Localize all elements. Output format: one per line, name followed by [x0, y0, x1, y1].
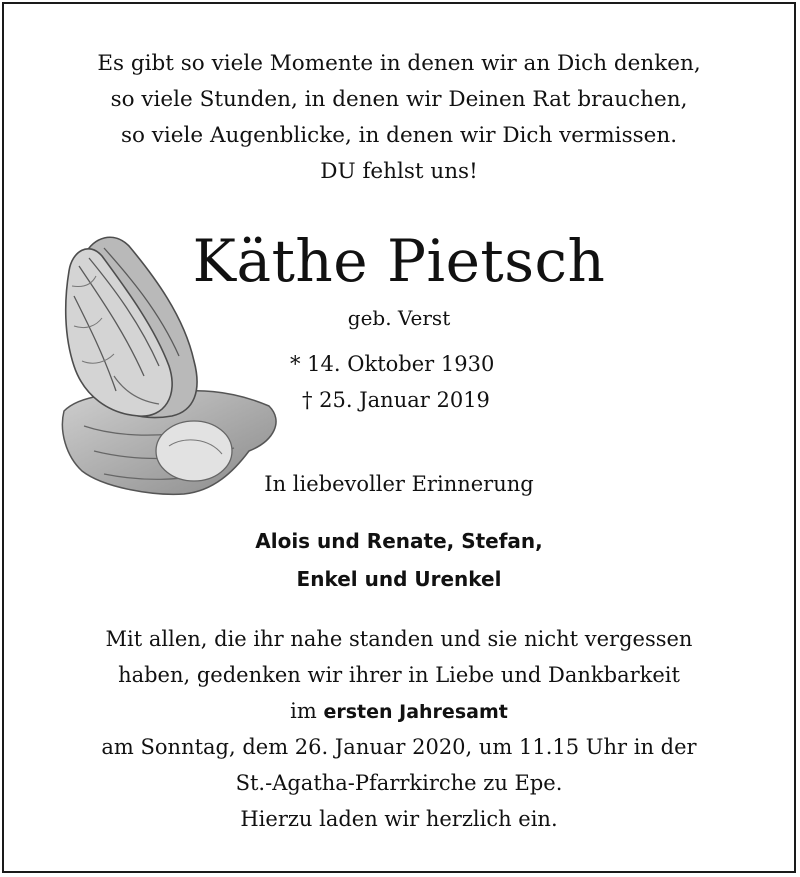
family-signature: [4, 522, 794, 598]
family-line: Enkel und Urenkel: [296, 567, 502, 591]
maiden-name: geb. Verst: [347, 306, 451, 330]
closing-line: haben, gedenken wir ihrer in Liebe und Dankbarkeit: [118, 663, 680, 687]
poem-line: DU fehlst uns!: [320, 159, 478, 184]
poem-line: Es gibt so viele Momente in denen wir an Dich denken,: [97, 51, 701, 76]
deceased-name: Käthe Pietsch: [192, 227, 606, 295]
death-date: † 25. Januar 2019: [302, 388, 490, 412]
poem-line: so viele Stunden, in denen wir Deinen Rat brauchen,: [110, 87, 688, 112]
birth-date: * 14. Oktober 1930: [290, 352, 495, 376]
life-dates: [290, 346, 494, 418]
memorial-mass-notice: [4, 621, 794, 837]
closing-line: St.-Agatha-Pfarrkirche zu Epe.: [235, 771, 563, 795]
memory-line: In liebevoller Erinnerung: [264, 472, 534, 496]
closing-line: Mit allen, die ihr nahe standen und sie nicht vergessen: [105, 627, 693, 651]
memorial-poem: [4, 46, 794, 190]
obituary-notice: [2, 2, 796, 873]
closing-line: am Sonntag, dem 26. Januar 2020, um 11.15 Uhr in der: [101, 735, 697, 759]
closing-line: Hierzu laden wir herzlich ein.: [240, 807, 558, 831]
closing-prefix: im: [290, 699, 324, 723]
family-line: Alois und Renate, Stefan,: [255, 529, 543, 553]
closing-line-anniversary: [4, 693, 794, 729]
anniversary-label: ersten Jahresamt: [323, 701, 508, 723]
poem-line: so viele Augenblicke, in denen wir Dich vermissen.: [120, 123, 678, 148]
